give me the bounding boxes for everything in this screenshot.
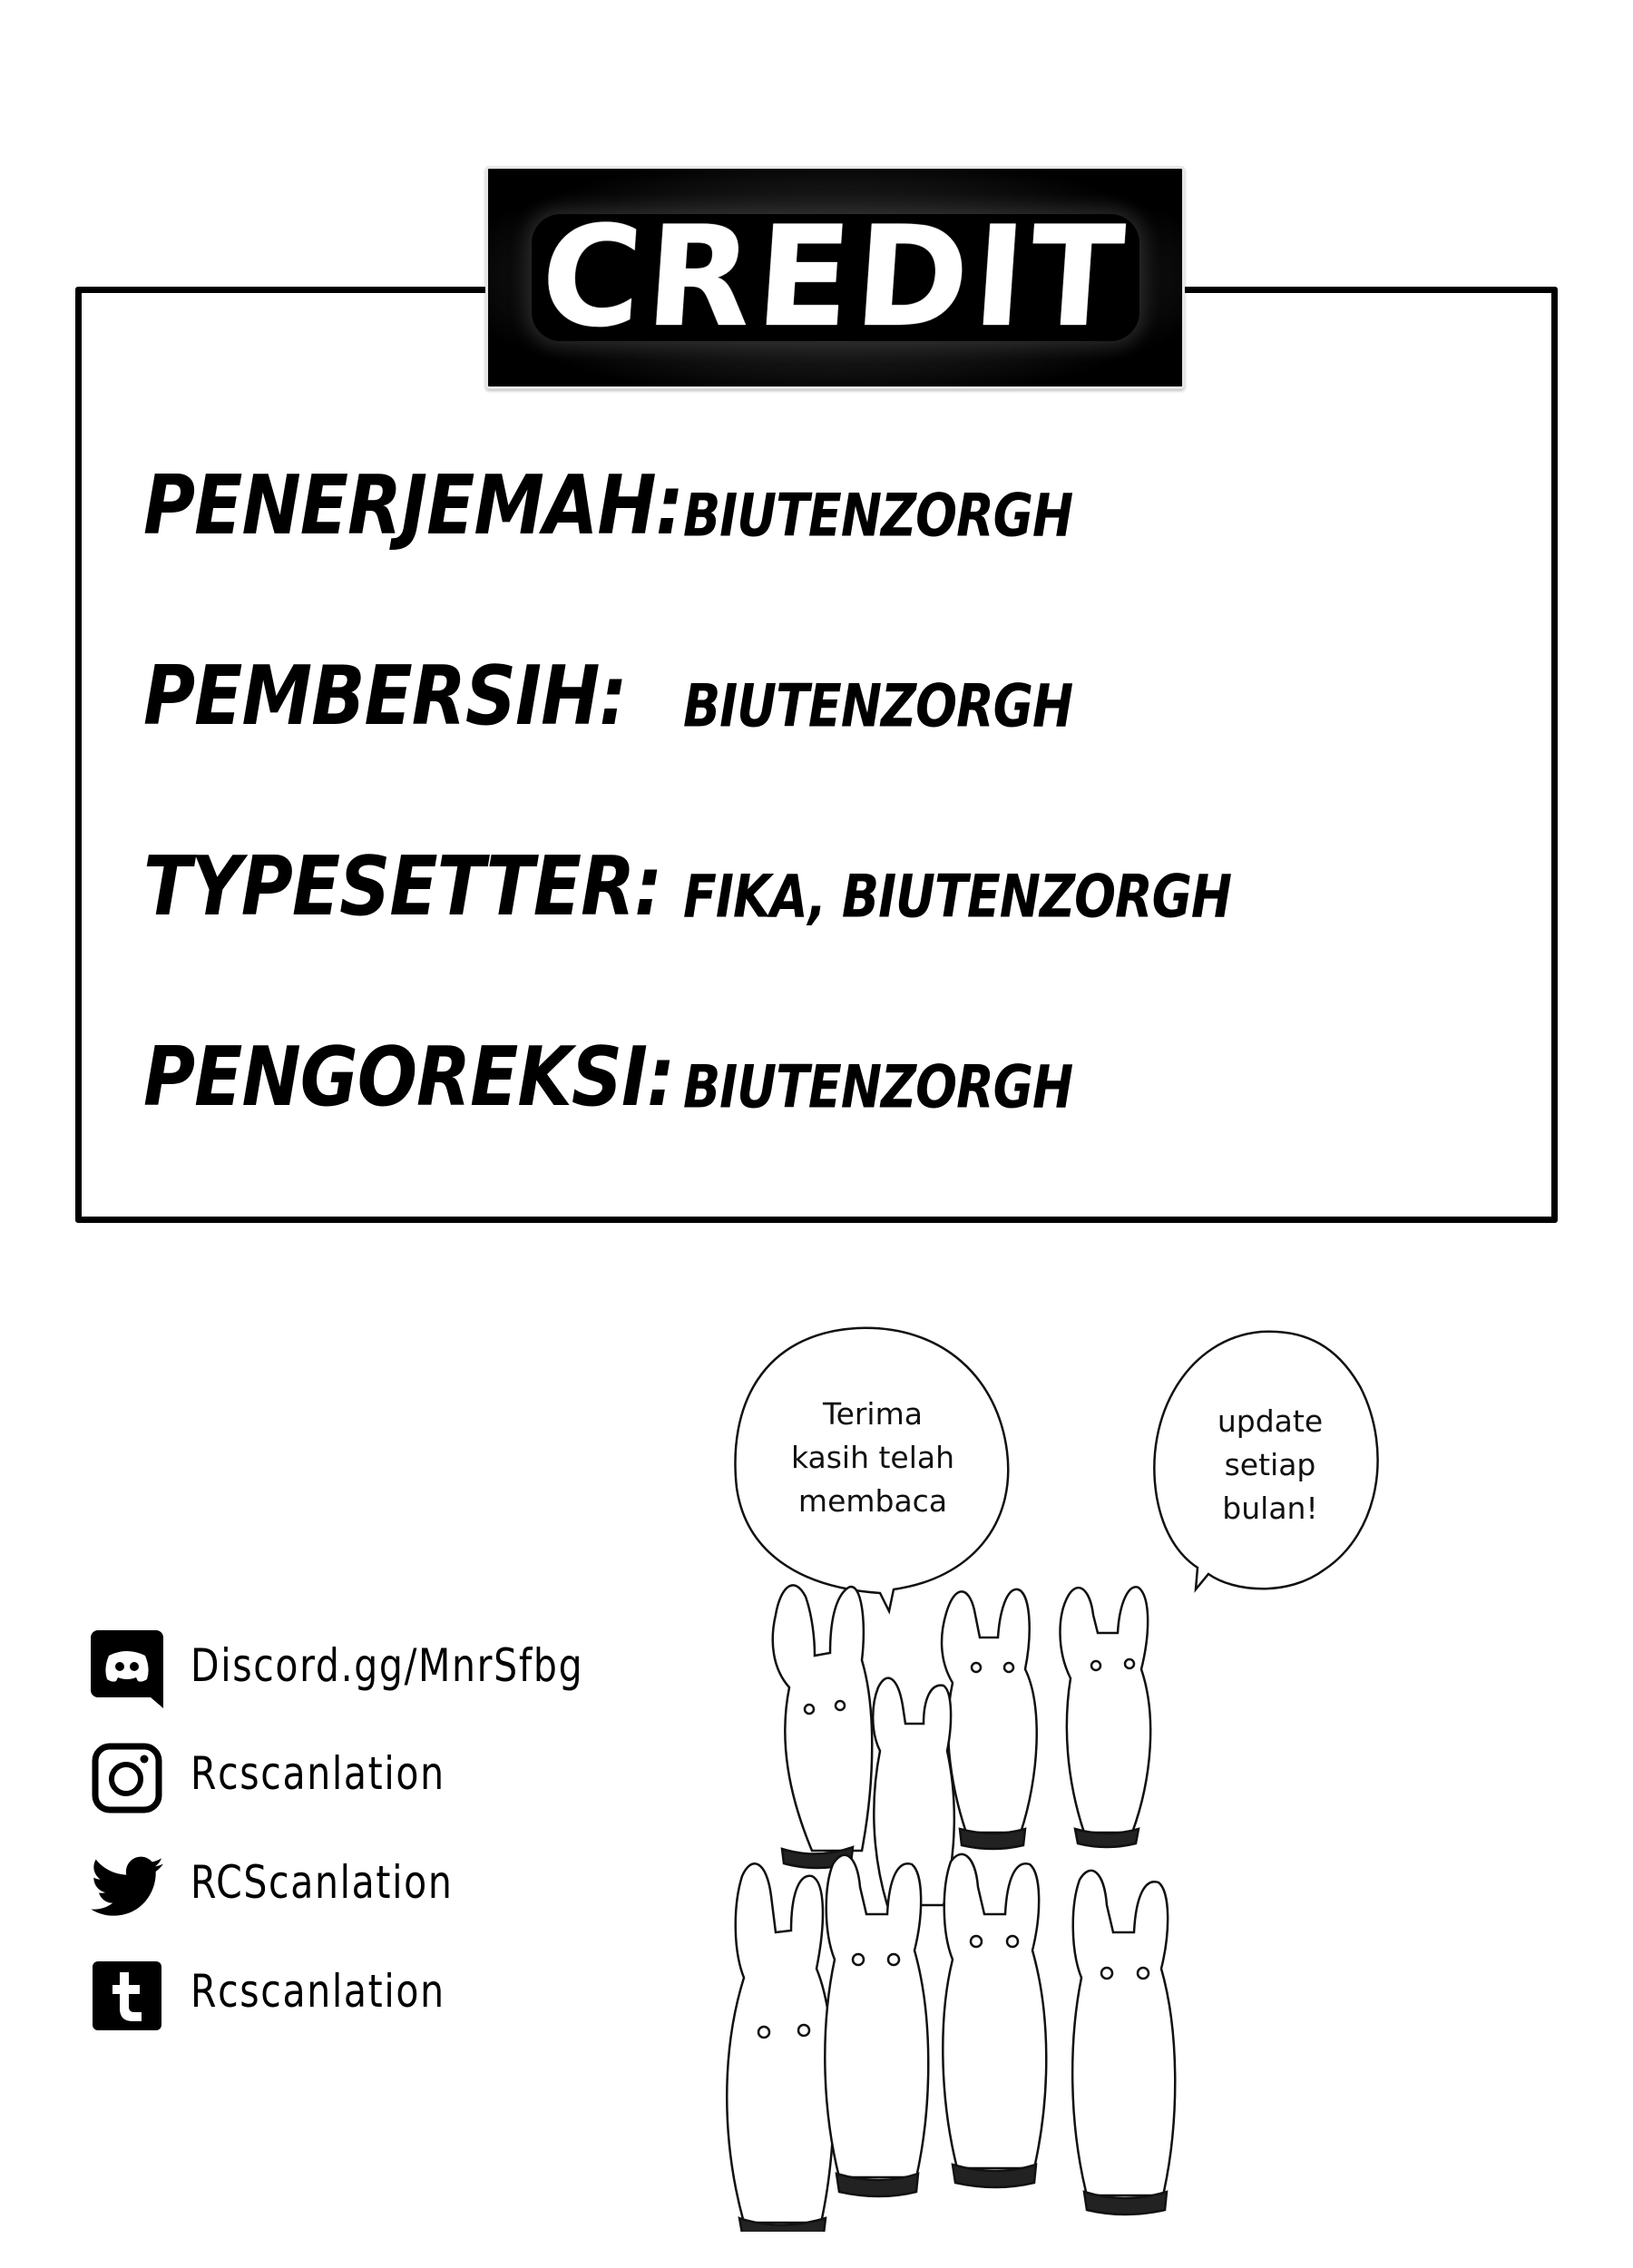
bubble-left-line-3: membaca (797, 1483, 948, 1519)
discord-icon (91, 1633, 163, 1706)
bubble-right-line-1: update (1217, 1403, 1324, 1439)
speech-bubble-left (735, 1328, 1008, 1611)
page-title: CREDIT (536, 197, 1134, 358)
instagram-icon (91, 1742, 163, 1814)
social-item-discord[interactable] (91, 1628, 584, 1710)
bubble-right-line-3: bulan! (1222, 1491, 1318, 1526)
title-pill (532, 197, 1139, 358)
credit-row-translator (143, 459, 1073, 553)
credit-role: PENGOREKSI: (143, 1031, 675, 1125)
social-label: Rcscanlation (191, 1965, 445, 2018)
credit-name: FIKA, BIUTENZORGH (683, 862, 1232, 931)
credit-name: BIUTENZORGH (683, 671, 1073, 740)
illustration (726, 1325, 1542, 2232)
credit-name: BIUTENZORGH (683, 1052, 1073, 1121)
tumblr-icon (91, 1960, 163, 2032)
bubble-left-line-2: kasih telah (790, 1440, 955, 1475)
speech-bubble-right (1154, 1332, 1377, 1589)
twitter-icon (91, 1851, 163, 1923)
credit-role: PEMBERSIH: (143, 650, 627, 744)
credit-role: TYPESETTER: (143, 840, 662, 934)
credit-row-cleaner (143, 650, 1073, 744)
social-label: Discord.gg/MnrSfbg (191, 1639, 584, 1692)
social-item-instagram[interactable] (91, 1742, 445, 1814)
rabbit-group-illustration (726, 1325, 1542, 2232)
credit-title-plate (485, 166, 1185, 389)
social-item-tumblr[interactable] (91, 1960, 445, 2032)
bubble-left-line-1: Terima (823, 1396, 923, 1432)
credit-row-typesetter (143, 840, 1232, 934)
social-label: RCScanlation (191, 1856, 454, 1909)
credit-name: BIUTENZORGH (683, 481, 1073, 550)
credit-role: PENERJEMAH: (143, 459, 683, 553)
bubble-right-line-2: setiap (1224, 1447, 1316, 1482)
rabbits-front-row (727, 1854, 1175, 2232)
credit-row-proofreader (143, 1031, 1073, 1125)
social-item-twitter[interactable] (91, 1851, 454, 1923)
social-label: Rcscanlation (191, 1747, 445, 1800)
